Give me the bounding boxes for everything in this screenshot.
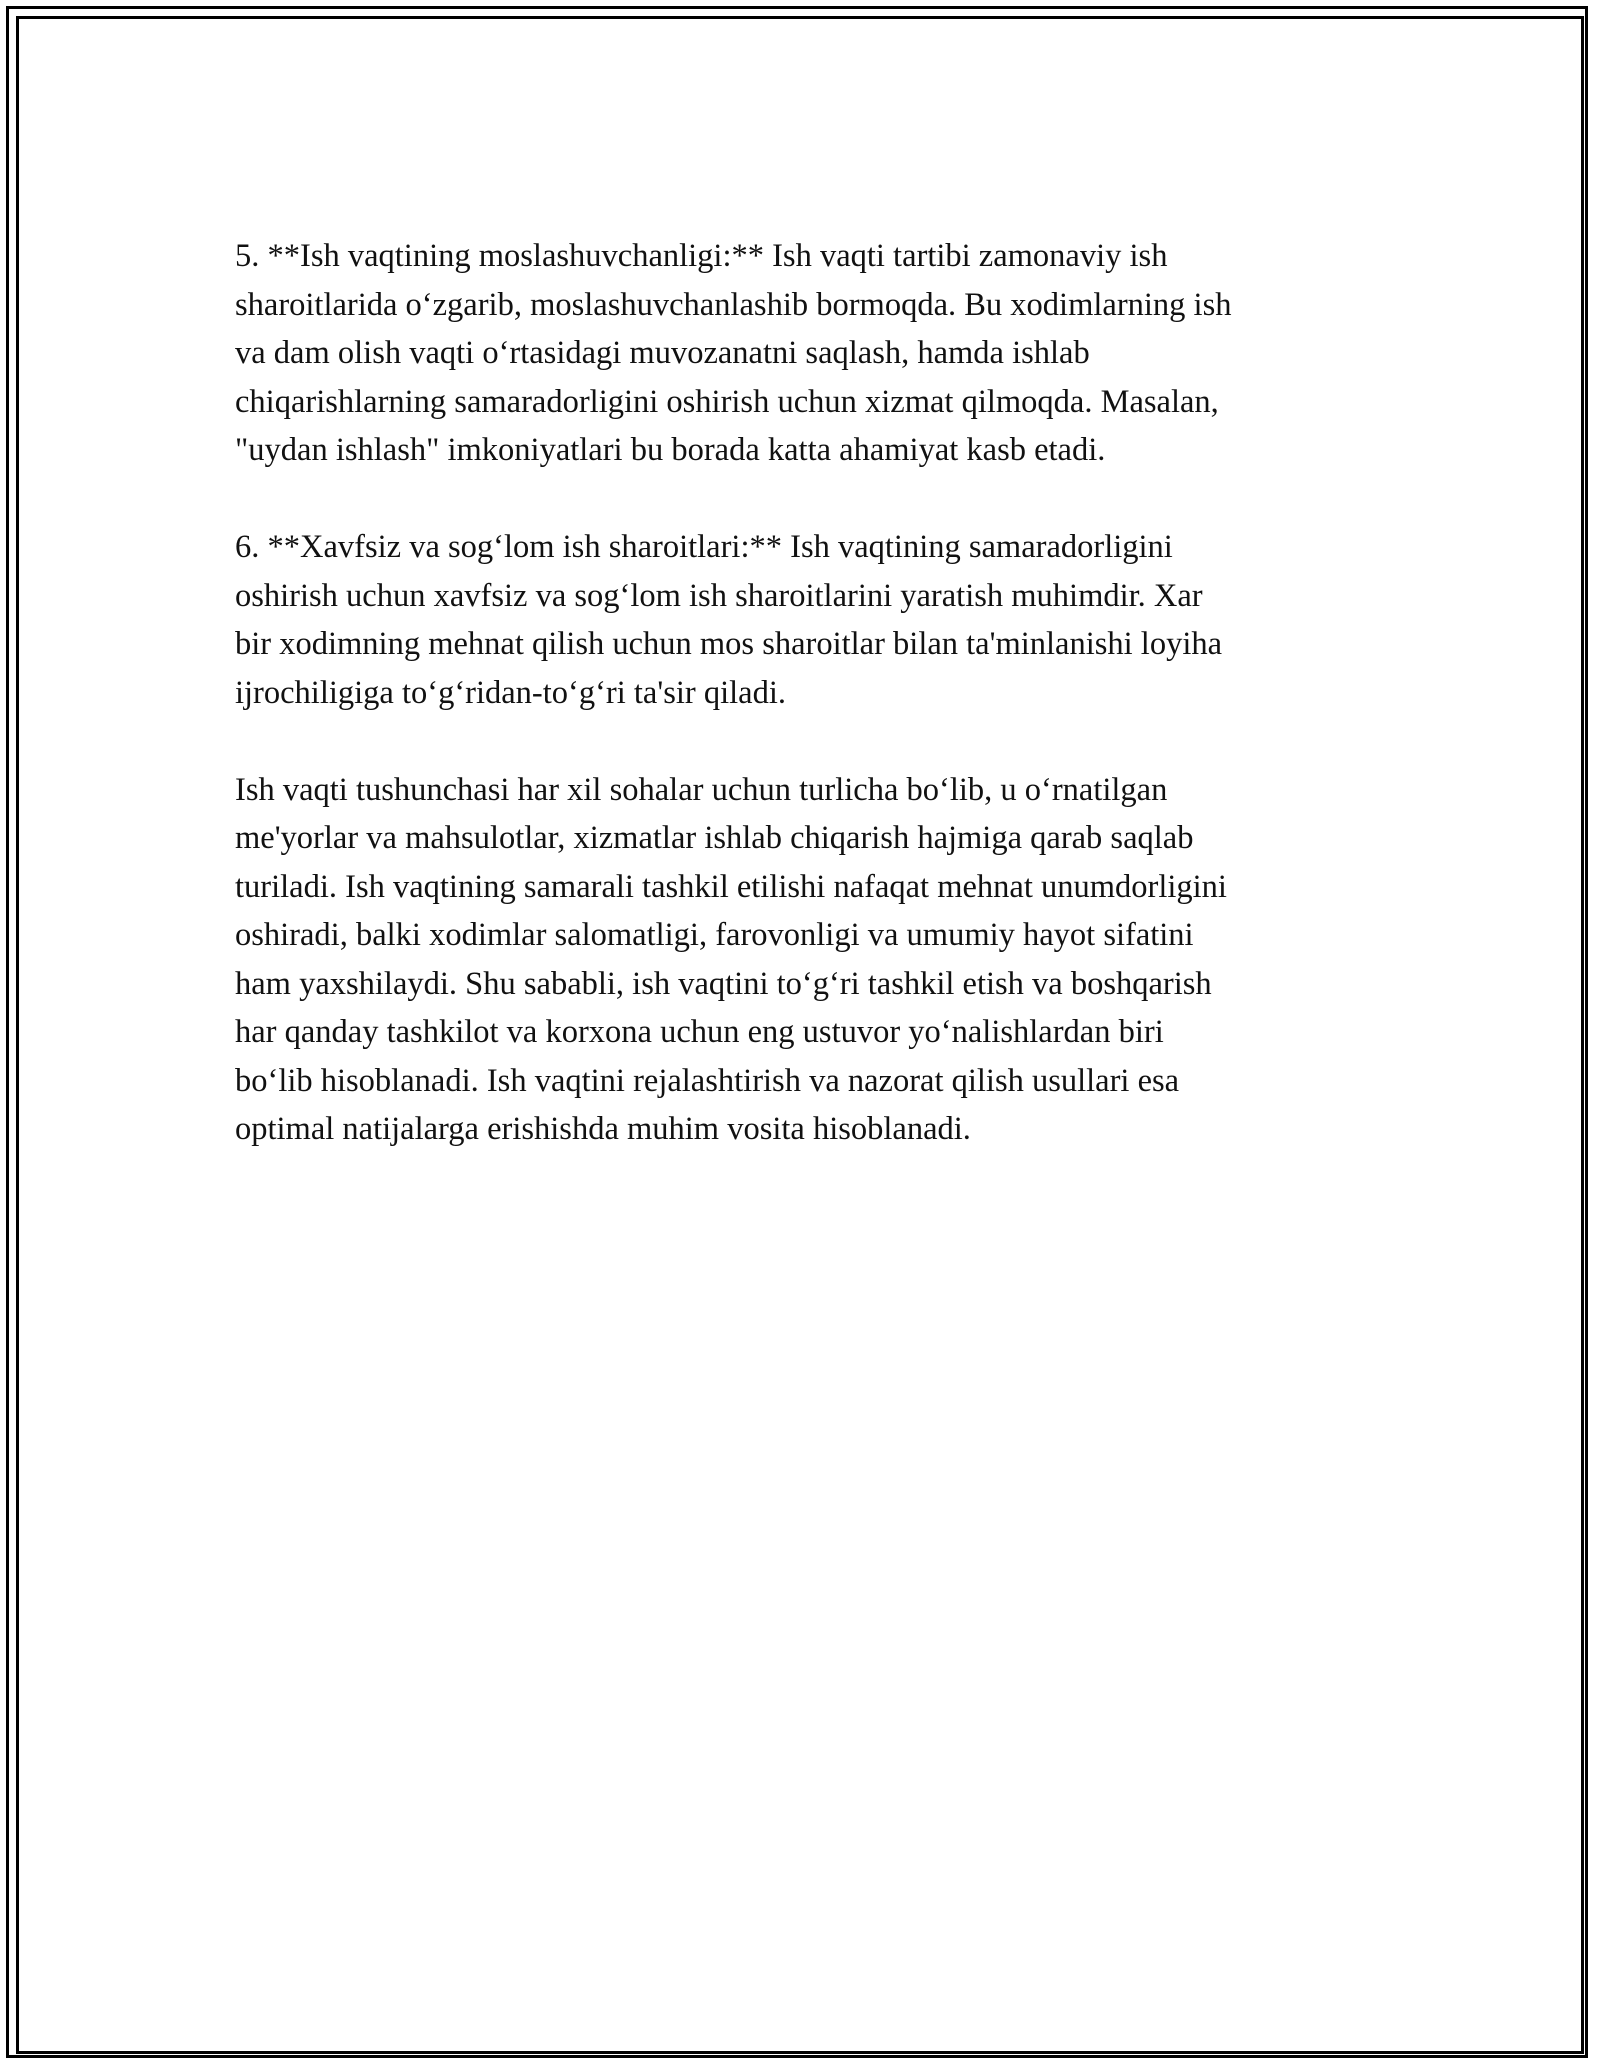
text-line: chiqarishlarning samaradorligini oshirish uchun xizmat qilmoqda. Masalan, bbox=[235, 383, 1219, 420]
text-line: oshiradi, balki xodimlar salomatligi, farovonligi va umumiy hayot sifatini bbox=[235, 917, 1194, 953]
paragraph-point-6 bbox=[235, 523, 1375, 717]
text-line: sharoitlarida o‘zgarib, moslashuvchanlashib bormoqda. Bu xodimlarning ish bbox=[235, 286, 1232, 323]
text-line: ijrochiligiga to‘g‘ridan-to‘g‘ri ta'sir qiladi. bbox=[235, 674, 786, 711]
paragraph-conclusion bbox=[235, 766, 1375, 1154]
text-line: bo‘lib hisoblanadi. Ish vaqtini rejalashtirish va nazorat qilish usullari esa bbox=[235, 1062, 1180, 1099]
document-body bbox=[235, 232, 1375, 1202]
text-line: oshirish uchun xavfsiz va sog‘lom ish sharoitlarini yaratish muhimdir. Xar bbox=[235, 577, 1203, 614]
text-line: Ish vaqti tushunchasi har xil sohalar uchun turlicha bo‘lib, u o‘rnatilgan bbox=[235, 771, 1168, 808]
text-line: me'yorlar va mahsulotlar, xizmatlar ishlab chiqarish hajmiga qarab saqlab bbox=[235, 820, 1194, 856]
text-line: optimal natijalarga erishishda muhim vosita hisoblanadi. bbox=[235, 1111, 971, 1147]
text-line: har qanday tashkilot va korxona uchun eng ustuvor yo‘nalishlardan biri bbox=[235, 1014, 1164, 1050]
text-line: bir xodimning mehnat qilish uchun mos sharoitlar bilan ta'minlanishi loyiha bbox=[235, 626, 1223, 662]
paragraph-point-5 bbox=[235, 232, 1375, 475]
text-line: "uydan ishlash" imkoniyatlari bu borada katta ahamiyat kasb etadi. bbox=[235, 432, 1106, 468]
text-line: ham yaxshilaydi. Shu sababli, ish vaqtini to‘g‘ri tashkil etish va boshqarish bbox=[235, 965, 1212, 1002]
text-line: 5. **Ish vaqtining moslashuvchanligi:** Ish vaqti tartibi zamonaviy ish bbox=[235, 238, 1168, 274]
text-line: va dam olish vaqti o‘rtasidagi muvozanatni saqlash, hamda ishlab bbox=[235, 335, 1090, 371]
text-line: turiladi. Ish vaqtining samarali tashkil etilishi nafaqat mehnat unumdorligini bbox=[235, 868, 1227, 905]
text-line: 6. **Xavfsiz va sog‘lom ish sharoitlari:** Ish vaqtining samaradorligini bbox=[235, 529, 1173, 565]
